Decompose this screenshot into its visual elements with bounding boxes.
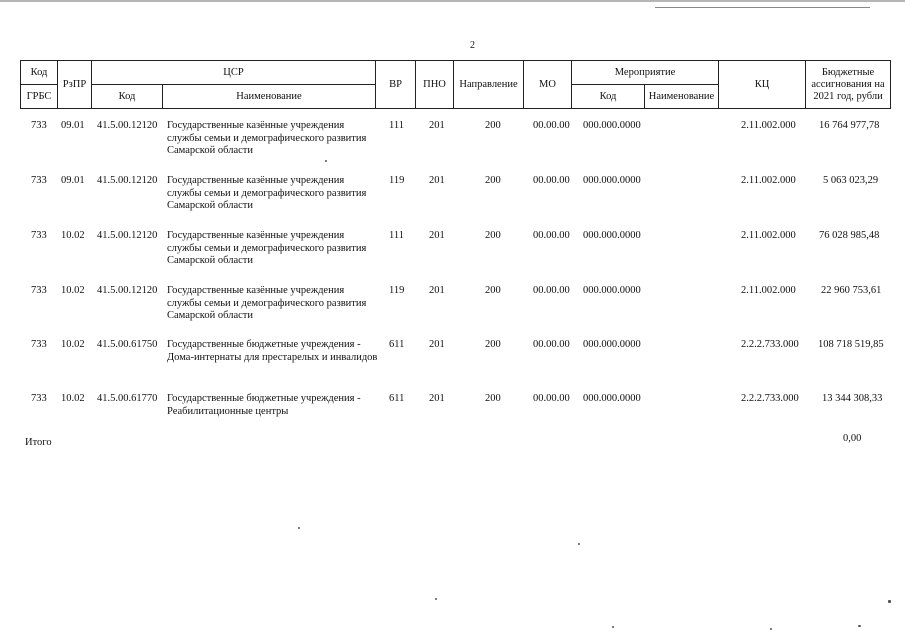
scan-top-edge: [0, 0, 905, 2]
top-rule-line: [655, 7, 870, 8]
header-csr-name: Наименование: [163, 85, 376, 109]
rzpr-cell: 09.01: [61, 120, 85, 131]
scan-speck: [298, 527, 300, 529]
scan-speck: [325, 160, 327, 162]
mo-cell: 00.00.00: [533, 230, 570, 241]
csr-code-cell: 41.5.00.12120: [97, 285, 158, 296]
scan-speck: [858, 625, 861, 627]
header-kod: Код: [21, 61, 58, 85]
header-pno: ПНО: [416, 61, 454, 109]
amount-cell: 76 028 985,48: [819, 230, 880, 241]
header-budget: Бюджетные ассигнования на 2021 год, рубли: [806, 61, 891, 109]
amount-cell: 22 960 753,61: [821, 285, 882, 296]
kc-cell: 2.11.002.000: [741, 175, 796, 186]
mo-cell: 00.00.00: [533, 285, 570, 296]
direction-cell: 200: [485, 393, 501, 404]
grbs-cell: 733: [31, 230, 47, 241]
csr-code-cell: 41.5.00.12120: [97, 175, 158, 186]
table-row: [0, 175, 905, 225]
mo-cell: 00.00.00: [533, 175, 570, 186]
csr-name-cell: Государственные казённые учреждения службы семьи и демографического развития Самарской области: [167, 230, 367, 266]
direction-cell: 200: [485, 120, 501, 131]
event-code-cell: 000.000.0000: [583, 175, 641, 186]
header-event-name: Наименование: [645, 85, 719, 109]
amount-cell: 13 344 308,33: [822, 393, 883, 404]
kc-cell: 2.11.002.000: [741, 285, 796, 296]
table-row: [0, 285, 905, 335]
header-kc: КЦ: [719, 61, 806, 109]
direction-cell: 200: [485, 230, 501, 241]
pno-cell: 201: [429, 339, 445, 350]
kc-cell: 2.11.002.000: [741, 230, 796, 241]
grbs-cell: 733: [31, 120, 47, 131]
vr-cell: 611: [389, 393, 405, 404]
header-rzpr: РзПР: [58, 61, 92, 109]
csr-code-cell: 41.5.00.61770: [97, 393, 158, 404]
header-event-code: Код: [572, 85, 645, 109]
rzpr-cell: 10.02: [61, 393, 85, 404]
header-csr: ЦСР: [92, 61, 376, 85]
mo-cell: 00.00.00: [533, 339, 570, 350]
mo-cell: 00.00.00: [533, 120, 570, 131]
amount-cell: 108 718 519,85: [818, 339, 884, 350]
header-csr-code: Код: [92, 85, 163, 109]
header-mo: МО: [524, 61, 572, 109]
csr-name-cell: Государственные бюджетные учреждения - Реабилитационные центры: [167, 393, 361, 417]
scan-speck: [612, 626, 614, 628]
table-row: [0, 393, 905, 443]
amount-cell: 5 063 023,29: [823, 175, 879, 186]
direction-cell: 200: [485, 285, 501, 296]
rzpr-cell: 10.02: [61, 230, 85, 241]
pno-cell: 201: [429, 120, 445, 131]
event-code-cell: 000.000.0000: [583, 393, 641, 404]
csr-name-cell: Государственные казённые учреждения службы семьи и демографического развития Самарской области: [167, 175, 367, 211]
grbs-cell: 733: [31, 285, 47, 296]
header-table: [20, 60, 891, 109]
total-label: Итого: [25, 437, 52, 448]
mo-cell: 00.00.00: [533, 393, 570, 404]
pno-cell: 201: [429, 175, 445, 186]
rzpr-cell: 09.01: [61, 175, 85, 186]
csr-name-cell: Государственные казённые учреждения службы семьи и демографического развития Самарской области: [167, 120, 367, 156]
vr-cell: 119: [389, 175, 405, 186]
rzpr-cell: 10.02: [61, 285, 85, 296]
kc-cell: 2.11.002.000: [741, 120, 796, 131]
kc-cell: 2.2.2.733.000: [741, 393, 799, 404]
csr-code-cell: 41.5.00.12120: [97, 230, 158, 241]
scan-speck: [578, 543, 580, 545]
vr-cell: 119: [389, 285, 405, 296]
csr-name-cell: Государственные казённые учреждения службы семьи и демографического развития Самарской области: [167, 285, 367, 321]
table-row: [0, 120, 905, 170]
amount-cell: 16 764 977,78: [819, 120, 880, 131]
kc-cell: 2.2.2.733.000: [741, 339, 799, 350]
header-event: Мероприятие: [572, 61, 719, 85]
csr-name-cell: Государственные бюджетные учреждения - Дома-интернаты для престарелых и инвалидов: [167, 339, 378, 363]
scan-speck: [770, 628, 772, 630]
event-code-cell: 000.000.0000: [583, 120, 641, 131]
pno-cell: 201: [429, 393, 445, 404]
header-direction: Направление: [454, 61, 524, 109]
csr-code-cell: 41.5.00.61750: [97, 339, 158, 350]
header-grbs: ГРБС: [21, 85, 58, 109]
vr-cell: 111: [389, 230, 404, 241]
scan-speck: [888, 600, 891, 603]
event-code-cell: 000.000.0000: [583, 339, 641, 350]
pno-cell: 201: [429, 285, 445, 296]
grbs-cell: 733: [31, 175, 47, 186]
page-number: 2: [470, 40, 475, 51]
event-code-cell: 000.000.0000: [583, 230, 641, 241]
event-code-cell: 000.000.0000: [583, 285, 641, 296]
vr-cell: 611: [389, 339, 405, 350]
rzpr-cell: 10.02: [61, 339, 85, 350]
table-row: [0, 230, 905, 280]
pno-cell: 201: [429, 230, 445, 241]
csr-code-cell: 41.5.00.12120: [97, 120, 158, 131]
scan-speck: [435, 598, 437, 600]
header-vr: ВР: [376, 61, 416, 109]
vr-cell: 111: [389, 120, 404, 131]
direction-cell: 200: [485, 175, 501, 186]
total-value: 0,00: [843, 433, 862, 444]
grbs-cell: 733: [31, 339, 47, 350]
table-row: [0, 339, 905, 389]
grbs-cell: 733: [31, 393, 47, 404]
direction-cell: 200: [485, 339, 501, 350]
